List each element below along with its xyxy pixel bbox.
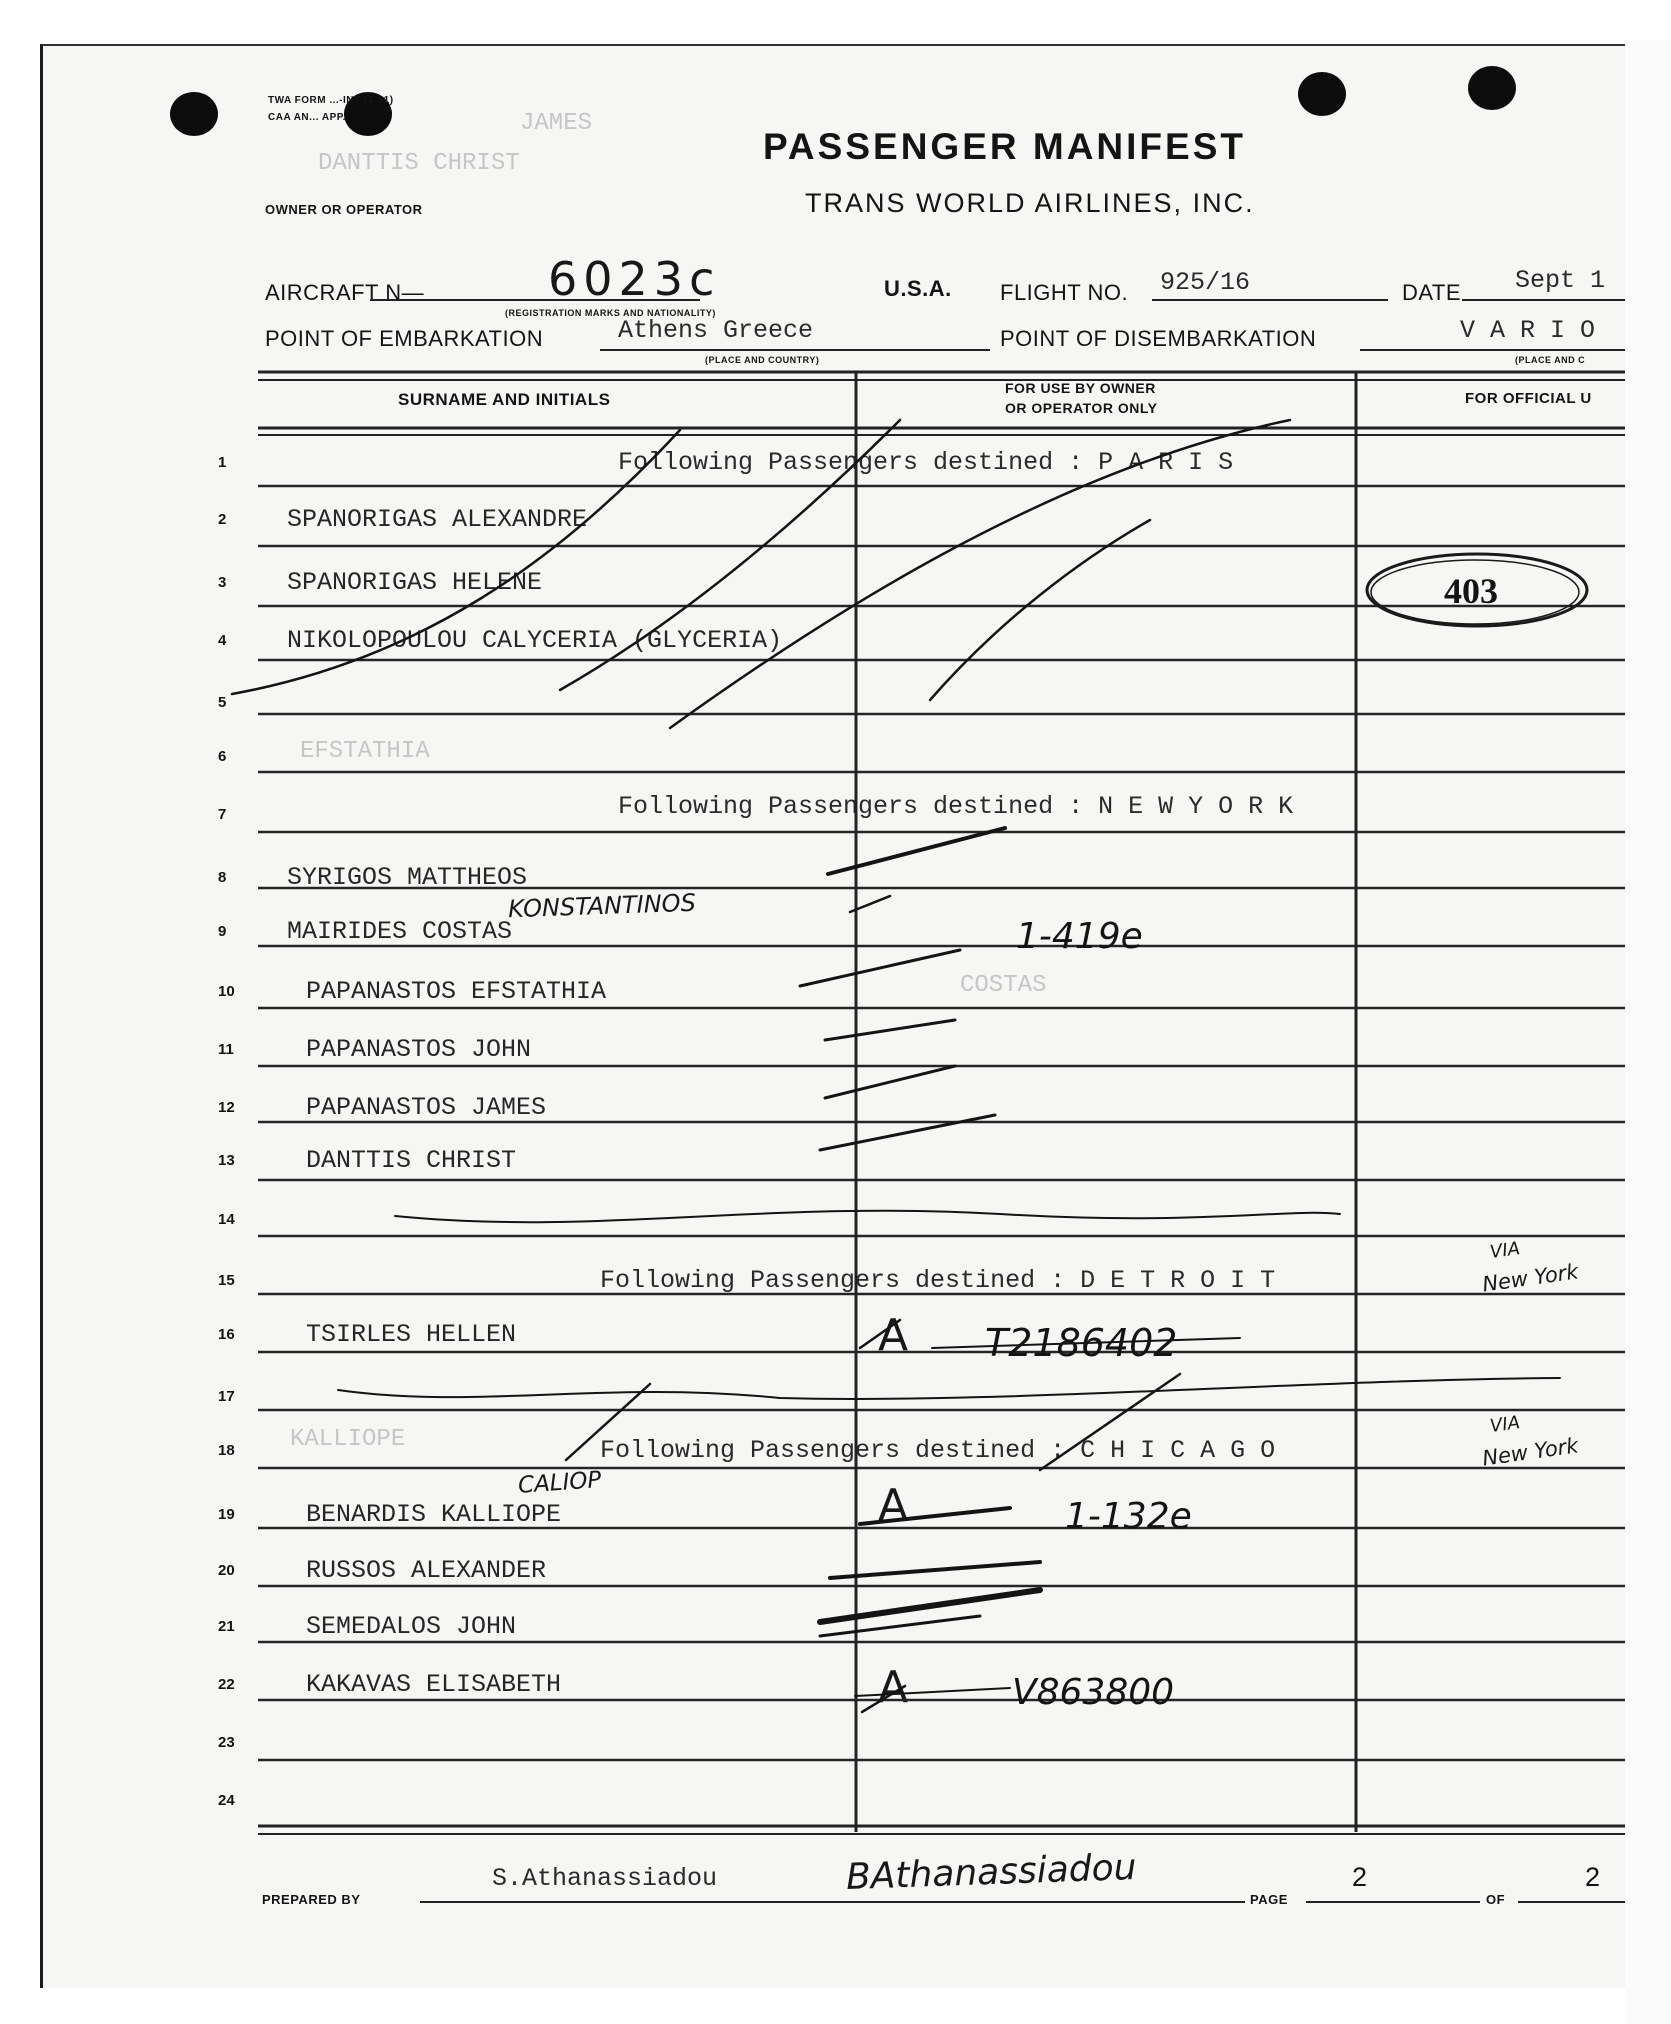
signature: BAthanassiadou xyxy=(845,1846,1138,1899)
page-margin xyxy=(1625,40,1671,2024)
of-label: OF xyxy=(1486,1892,1506,1907)
flight-label: FLIGHT NO. xyxy=(1000,280,1129,305)
flight-number: 925/16 xyxy=(1160,268,1251,297)
handwritten-konstantinos: KONSTANTINOS xyxy=(507,888,697,924)
row-number: 22 xyxy=(218,1676,235,1693)
handwritten-ticket-number: 1-132e xyxy=(1065,1496,1192,1537)
passenger-name: DANTTIS CHRIST xyxy=(306,1146,517,1175)
embarkation-value: Athens Greece xyxy=(618,316,814,345)
handwritten-a-mark: A xyxy=(878,1662,909,1713)
handwritten-new-york: New York xyxy=(1480,1259,1580,1297)
destination-header-new-york: Following Passengers destined : N E W Y O R K xyxy=(618,792,1294,821)
disembarkation-label: POINT OF DISEMBARKATION xyxy=(1000,326,1317,351)
handwritten-via: VIA xyxy=(1488,1238,1522,1263)
punch-hole xyxy=(1298,72,1346,116)
destination-header-detroit: Following Passengers destined : D E T R O I T xyxy=(600,1266,1276,1295)
form-number: TWA FORM ...-INT (2-51) xyxy=(268,95,394,106)
prepared-by-value: S.Athanassiadou xyxy=(492,1864,718,1893)
row-number: 10 xyxy=(218,983,235,1000)
passenger-name: MAIRIDES COSTAS xyxy=(287,917,513,946)
passenger-name: RUSSOS ALEXANDER xyxy=(306,1556,547,1585)
row-number: 6 xyxy=(218,748,227,765)
prepared-by-label: PREPARED BY xyxy=(262,1892,361,1907)
bleed-through-text: JAMES xyxy=(520,110,593,137)
passenger-name: BENARDIS KALLIOPE xyxy=(306,1500,562,1529)
row-number: 18 xyxy=(218,1442,235,1459)
column-official-use: FOR OFFICIAL U xyxy=(1465,390,1592,407)
row-number: 14 xyxy=(218,1211,235,1228)
column-owner-use: FOR USE BY OWNER xyxy=(1005,380,1156,396)
bleed-through-text: KALLIOPE xyxy=(290,1426,406,1453)
handwritten-caliop: CALIOP xyxy=(517,1467,603,1499)
manifest-title: PASSENGER MANIFEST xyxy=(763,126,1246,167)
row-number: 15 xyxy=(218,1272,235,1289)
date-label: DATE xyxy=(1402,280,1462,305)
destination-header-chicago: Following Passengers destined : C H I C A G O xyxy=(600,1436,1276,1465)
row-number: 3 xyxy=(218,574,227,591)
punch-hole xyxy=(170,92,218,136)
column-surname: SURNAME AND INITIALS xyxy=(398,390,611,409)
row-number: 7 xyxy=(218,806,227,823)
row-number: 8 xyxy=(218,869,227,886)
aircraft-label: AIRCRAFT N— xyxy=(265,280,425,305)
embarkation-label: POINT OF EMBARKATION xyxy=(265,326,544,351)
row-number: 17 xyxy=(218,1388,235,1405)
handwritten-ticket-number: 1-419e xyxy=(1016,916,1143,957)
official-stamp-number: 403 xyxy=(1444,571,1498,611)
row-number: 21 xyxy=(218,1618,235,1635)
airline-name: TRANS WORLD AIRLINES, INC. xyxy=(805,188,1255,218)
row-number: 23 xyxy=(218,1734,235,1751)
bleed-through-text: EFSTATHIA xyxy=(300,738,430,765)
row-number: 16 xyxy=(218,1326,235,1343)
page-number: 2 xyxy=(1352,1862,1368,1892)
usa-label: U.S.A. xyxy=(884,276,952,301)
row-number: 24 xyxy=(218,1792,235,1809)
passenger-name: KAKAVAS ELISABETH xyxy=(306,1670,562,1699)
row-number: 2 xyxy=(218,511,227,528)
row-number: 4 xyxy=(218,632,227,649)
handwritten-new-york: New York xyxy=(1480,1433,1580,1471)
aircraft-number: 6023c xyxy=(548,252,721,306)
row-number: 19 xyxy=(218,1506,235,1523)
place-caption: (PLACE AND COUNTRY) xyxy=(705,355,820,365)
page-label: PAGE xyxy=(1250,1892,1288,1907)
disembarkation-value: V A R I O xyxy=(1460,316,1596,345)
handwritten-via: VIA xyxy=(1488,1412,1522,1437)
row-number: 5 xyxy=(218,694,227,711)
row-number: 13 xyxy=(218,1152,235,1169)
column-owner-use-2: OR OPERATOR ONLY xyxy=(1005,400,1158,416)
owner-label: OWNER OR OPERATOR xyxy=(265,202,423,217)
place-caption-right: (PLACE AND C xyxy=(1515,355,1586,365)
passenger-name: SEMEDALOS JOHN xyxy=(306,1612,517,1641)
row-number: 12 xyxy=(218,1099,235,1116)
passenger-name: SPANORIGAS HELENE xyxy=(287,568,543,597)
handwritten-ticket-number: T2186402 xyxy=(985,1321,1178,1365)
handwritten-a-mark: A xyxy=(878,1310,909,1361)
row-number: 11 xyxy=(218,1041,234,1058)
passenger-name: PAPANASTOS JAMES xyxy=(306,1093,547,1122)
passenger-name: TSIRLES HELLEN xyxy=(306,1320,517,1349)
date-value: Sept 1 xyxy=(1515,266,1606,295)
row-number: 1 xyxy=(218,454,227,471)
row-number: 20 xyxy=(218,1562,235,1579)
form-approval: CAA AN... APP. xyxy=(268,112,346,123)
handwritten-ticket-number: V863800 xyxy=(1012,1672,1175,1713)
passenger-name: NIKOLOPOULOU CALYCERIA (GLYCERIA) xyxy=(287,626,783,655)
passenger-name: PAPANASTOS JOHN xyxy=(306,1035,532,1064)
destination-header-paris: Following Passengers destined : P A R I S xyxy=(618,448,1234,477)
registration-caption: (REGISTRATION MARKS AND NATIONALITY) xyxy=(505,308,716,318)
passenger-name: SYRIGOS MATTHEOS xyxy=(287,863,528,892)
handwritten-a-mark: A xyxy=(878,1480,909,1531)
passenger-name: SPANORIGAS ALEXANDRE xyxy=(287,505,588,534)
bleed-through-text: DANTTIS CHRIST xyxy=(318,150,520,177)
total-pages: 2 xyxy=(1585,1862,1601,1892)
row-number: 9 xyxy=(218,923,227,940)
passenger-name: PAPANASTOS EFSTATHIA xyxy=(306,977,607,1006)
bleed-through-text: COSTAS xyxy=(960,972,1047,999)
punch-hole xyxy=(1468,66,1516,110)
